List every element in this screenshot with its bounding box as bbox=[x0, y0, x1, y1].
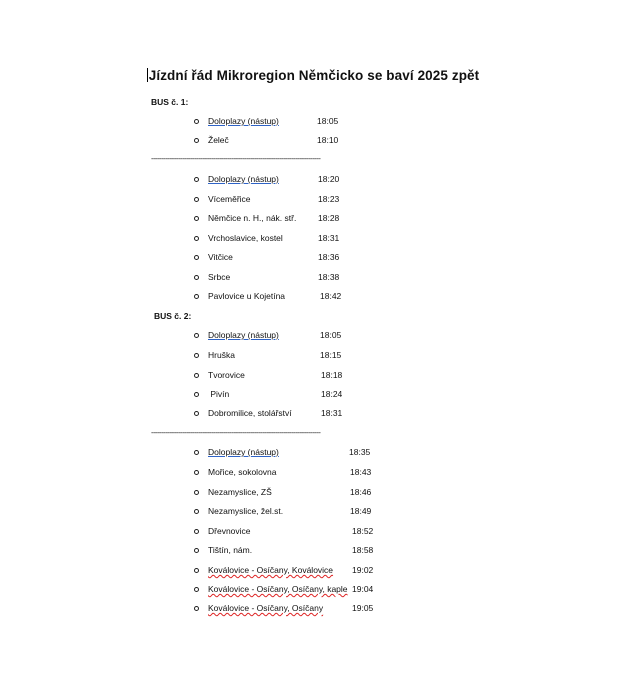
document-title: Jízdní řád Mikroregion Němčicko se baví 2025 zpět bbox=[148, 68, 480, 83]
stop-name: Doloplazy (nástup) bbox=[208, 447, 279, 457]
bullet-icon bbox=[194, 587, 199, 592]
text-cursor bbox=[147, 68, 148, 82]
stop-name: Pavlovice u Kojetína bbox=[208, 291, 286, 301]
bullet-icon bbox=[194, 470, 199, 475]
stop-time: 18:15 bbox=[320, 350, 342, 360]
list-item bbox=[0, 467, 626, 481]
bus2-label: BUS č. 2: bbox=[154, 311, 192, 321]
list-item bbox=[0, 603, 626, 617]
stop-time: 18:35 bbox=[349, 447, 371, 457]
stop-time: 19:02 bbox=[352, 565, 374, 575]
stop-name: Němčice n. H., nák. stř. bbox=[208, 213, 297, 223]
stop-time: 18:10 bbox=[317, 135, 339, 145]
bus1-label: BUS č. 1: bbox=[151, 97, 189, 107]
stop-name: Pivín bbox=[208, 389, 230, 399]
separator-line: ---------------------------------------------------------------------------------- bbox=[151, 428, 321, 437]
stop-time: 18:05 bbox=[317, 116, 339, 126]
bullet-icon bbox=[194, 119, 199, 124]
stop-time: 18:52 bbox=[352, 526, 374, 536]
stop-name: Koválovice - Osíčany, Osíčany bbox=[208, 603, 324, 613]
stop-name: Koválovice - Osíčany, Osíčany, kaple bbox=[208, 584, 348, 594]
stop-name: Srbce bbox=[208, 272, 231, 282]
bullet-icon bbox=[194, 197, 199, 202]
stop-time: 18:43 bbox=[350, 467, 372, 477]
bullet-icon bbox=[194, 548, 199, 553]
stop-time: 18:46 bbox=[350, 487, 372, 497]
list-item bbox=[0, 194, 626, 208]
list-item bbox=[0, 408, 626, 422]
stop-time: 18:24 bbox=[321, 389, 343, 399]
list-item bbox=[0, 526, 626, 540]
list-item bbox=[0, 350, 626, 364]
bullet-icon bbox=[194, 529, 199, 534]
list-item bbox=[0, 447, 626, 461]
stop-name: Mořice, sokolovna bbox=[208, 467, 277, 477]
bullet-icon bbox=[194, 392, 199, 397]
list-item bbox=[0, 135, 626, 149]
stop-time: 18:31 bbox=[318, 233, 340, 243]
list-item bbox=[0, 389, 626, 403]
bullet-icon bbox=[194, 509, 199, 514]
list-item bbox=[0, 370, 626, 384]
stop-time: 18:18 bbox=[321, 370, 343, 380]
list-item bbox=[0, 584, 626, 598]
bullet-icon bbox=[194, 138, 199, 143]
stop-time: 19:05 bbox=[352, 603, 374, 613]
list-item bbox=[0, 330, 626, 344]
list-item bbox=[0, 174, 626, 188]
bullet-icon bbox=[194, 373, 199, 378]
stop-time: 18:38 bbox=[318, 272, 340, 282]
list-item bbox=[0, 252, 626, 266]
stop-name: Koválovice - Osíčany, Koválovice bbox=[208, 565, 334, 575]
bullet-icon bbox=[194, 177, 199, 182]
stop-name: Dřevnovice bbox=[208, 526, 251, 536]
bullet-icon bbox=[194, 236, 199, 241]
stop-name: Doloplazy (nástup) bbox=[208, 116, 279, 126]
list-item bbox=[0, 272, 626, 286]
bullet-icon bbox=[194, 450, 199, 455]
bullet-icon bbox=[194, 568, 199, 573]
bullet-icon bbox=[194, 255, 199, 260]
stop-name: Tištín, nám. bbox=[208, 545, 253, 555]
list-item bbox=[0, 233, 626, 247]
list-item bbox=[0, 506, 626, 520]
stop-name: Vitčice bbox=[208, 252, 233, 262]
list-item bbox=[0, 213, 626, 227]
stop-time: 18:28 bbox=[318, 213, 340, 223]
list-item bbox=[0, 291, 626, 305]
stop-name: Dobromilice, stolářství bbox=[208, 408, 292, 418]
stop-name: Víceměřice bbox=[208, 194, 251, 204]
bullet-icon bbox=[194, 294, 199, 299]
stop-name: Doloplazy (nástup) bbox=[208, 330, 279, 340]
stop-time: 18:23 bbox=[318, 194, 340, 204]
stop-name: Doloplazy (nástup) bbox=[208, 174, 279, 184]
list-item bbox=[0, 545, 626, 559]
stop-time: 18:31 bbox=[321, 408, 343, 418]
bullet-icon bbox=[194, 353, 199, 358]
stop-time: 18:42 bbox=[320, 291, 342, 301]
stop-time: 18:58 bbox=[352, 545, 374, 555]
stop-name: Tvorovice bbox=[208, 370, 245, 380]
bullet-icon bbox=[194, 606, 199, 611]
bullet-icon bbox=[194, 275, 199, 280]
stop-name: Hruška bbox=[208, 350, 235, 360]
stop-time: 18:20 bbox=[318, 174, 340, 184]
list-item bbox=[0, 565, 626, 579]
bullet-icon bbox=[194, 490, 199, 495]
bullet-icon bbox=[194, 411, 199, 416]
stop-name: Nezamyslice, žel.st. bbox=[208, 506, 284, 516]
separator-line: ---------------------------------------------------------------------------------- bbox=[151, 154, 321, 163]
stop-time: 18:36 bbox=[318, 252, 340, 262]
stop-time: 19:04 bbox=[352, 584, 374, 594]
bullet-icon bbox=[194, 216, 199, 221]
list-item bbox=[0, 116, 626, 130]
stop-time: 18:49 bbox=[350, 506, 372, 516]
bullet-icon bbox=[194, 333, 199, 338]
list-item bbox=[0, 487, 626, 501]
stop-name: Vrchoslavice, kostel bbox=[208, 233, 283, 243]
stop-time: 18:05 bbox=[320, 330, 342, 340]
stop-name: Nezamyslice, ZŠ bbox=[208, 487, 272, 497]
stop-name: Želeč bbox=[208, 135, 229, 145]
